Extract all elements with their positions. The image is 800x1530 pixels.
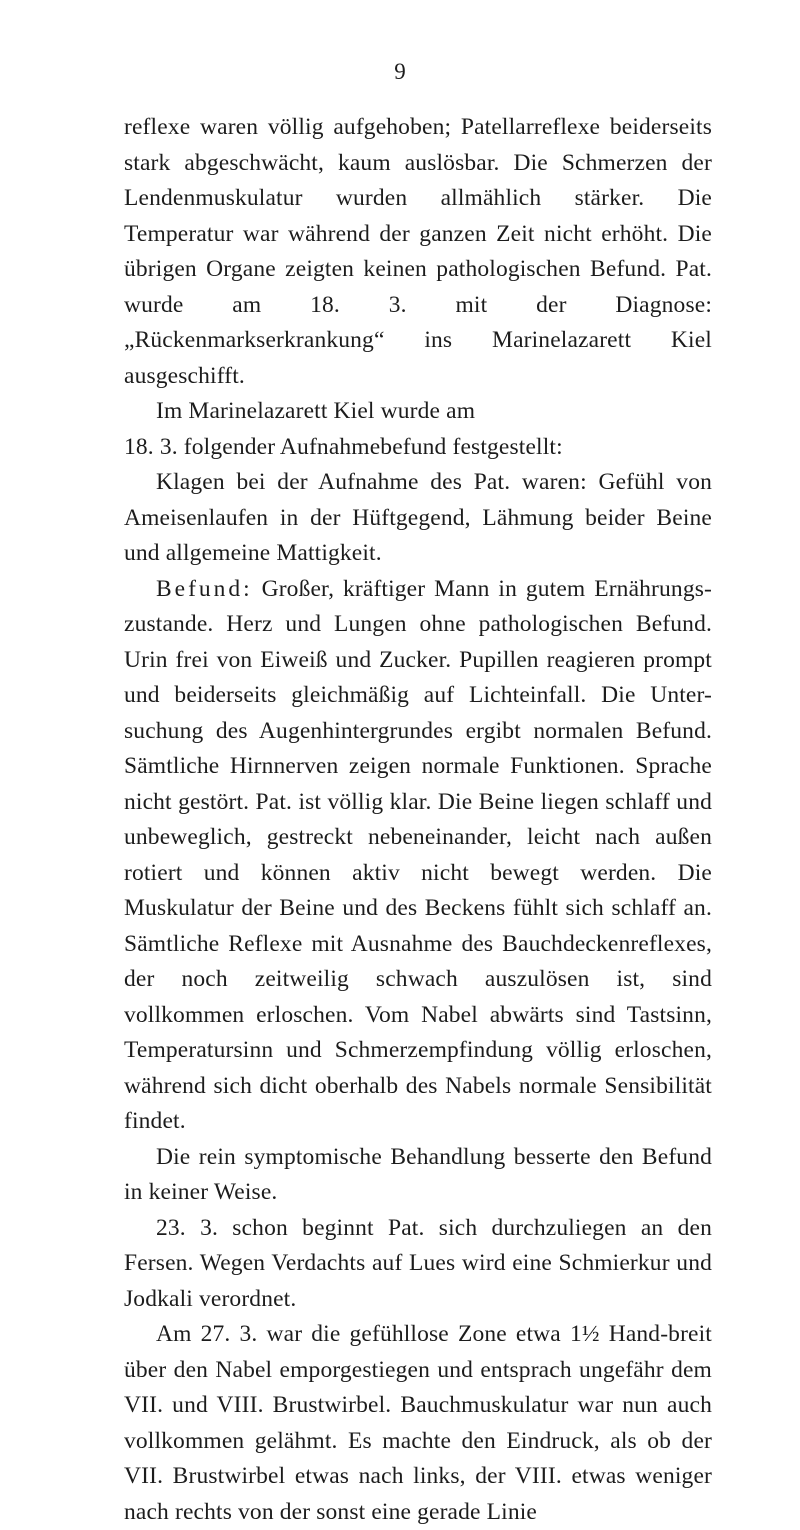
paragraph: 18. 3. folgender Aufnahmebefund festgestellt: [124,433,563,460]
page-number: 9 [394,59,406,84]
paragraph: 23. 3. schon beginnt Pat. sich durchzuliegen an den Fersen. Wegen Verdachts auf Lues wird eine Schmierkur und Jodkali verordnet. [124,1214,712,1312]
paragraph: reflexe waren völlig aufgehoben; Patellarreflexe beiderseits stark abgeschwächt, kaum auslösbar. Die Schmerzen der Lendenmuskulatur wurden allmählich stärker. Die Temperatur war während der ganzen Zeit nicht erhöht. Die übrigen Organe zeigten keinen pathologischen Befund. Pat. wurde am 18. 3. mit der Diagnose: „Rückenmarkserkrankung“ ins Marinelazarett Kiel ausgeschifft. [124,114,712,389]
befund-label: Befund: [156,575,253,602]
paragraph: Am 27. 3. war die gefühllose Zone etwa 1½ Hand-breit über den Nabel emporgestiegen und entsprach ungefähr dem VII. und VIII. Brustwirbel. Bauchmuskulatur war nun auch vollkommen gelähmt. Es machte den Eindruck, als ob der VII. Brustwirbel etwas nach links, der VIII. etwas weniger nach rechts von der sonst eine gerade Linie [124,1321,712,1525]
paragraph: Klagen bei der Aufnahme des Pat. waren: Gefühl von Ameisenlaufen in der Hüftgegend, Lähmung beider Beine und allgemeine Mattigkeit. [124,469,712,566]
befund-text: Großer, kräftiger Mann in gutem Ernährungs-zustande. Herz und Lungen ohne pathologischen Befund. Urin frei von Eiweiß und Zucker. Pupillen reagieren prompt und beiderseits gleichmäßig auf Lichteinfall. Die Unter-suchung des Augenhintergrundes ergibt normalen Befund. Sämtliche Hirnnerven zeigen normale Funktionen. Sprache nicht gestört. Pat. ist völlig klar. Die Beine liegen schlaff und unbeweglich, gestreckt nebeneinander, leicht nach außen rotiert und können aktiv nicht bewegt werden. Die Muskulatur der Beine und des Beckens fühlt sich schlaff an. Sämtliche Reflexe mit Ausnahme des Bauchdeckenreflexes, der noch zeitweilig schwach auszulösen ist, sind vollkommen erloschen. Vom Nabel abwärts sind Tastsinn, Temperatursinn und Schmerzempfindung völlig erloschen, während sich dicht oberhalb des Nabels normale Sensibilität findet. [124,575,712,1134]
body-text [124,110,712,1530]
paragraph: Im Marinelazarett Kiel wurde am [156,398,476,424]
befund-paragraph [124,572,712,1140]
paragraph: Die rein symptomische Behandlung besserte den Befund in keiner Weise. [124,1143,712,1205]
